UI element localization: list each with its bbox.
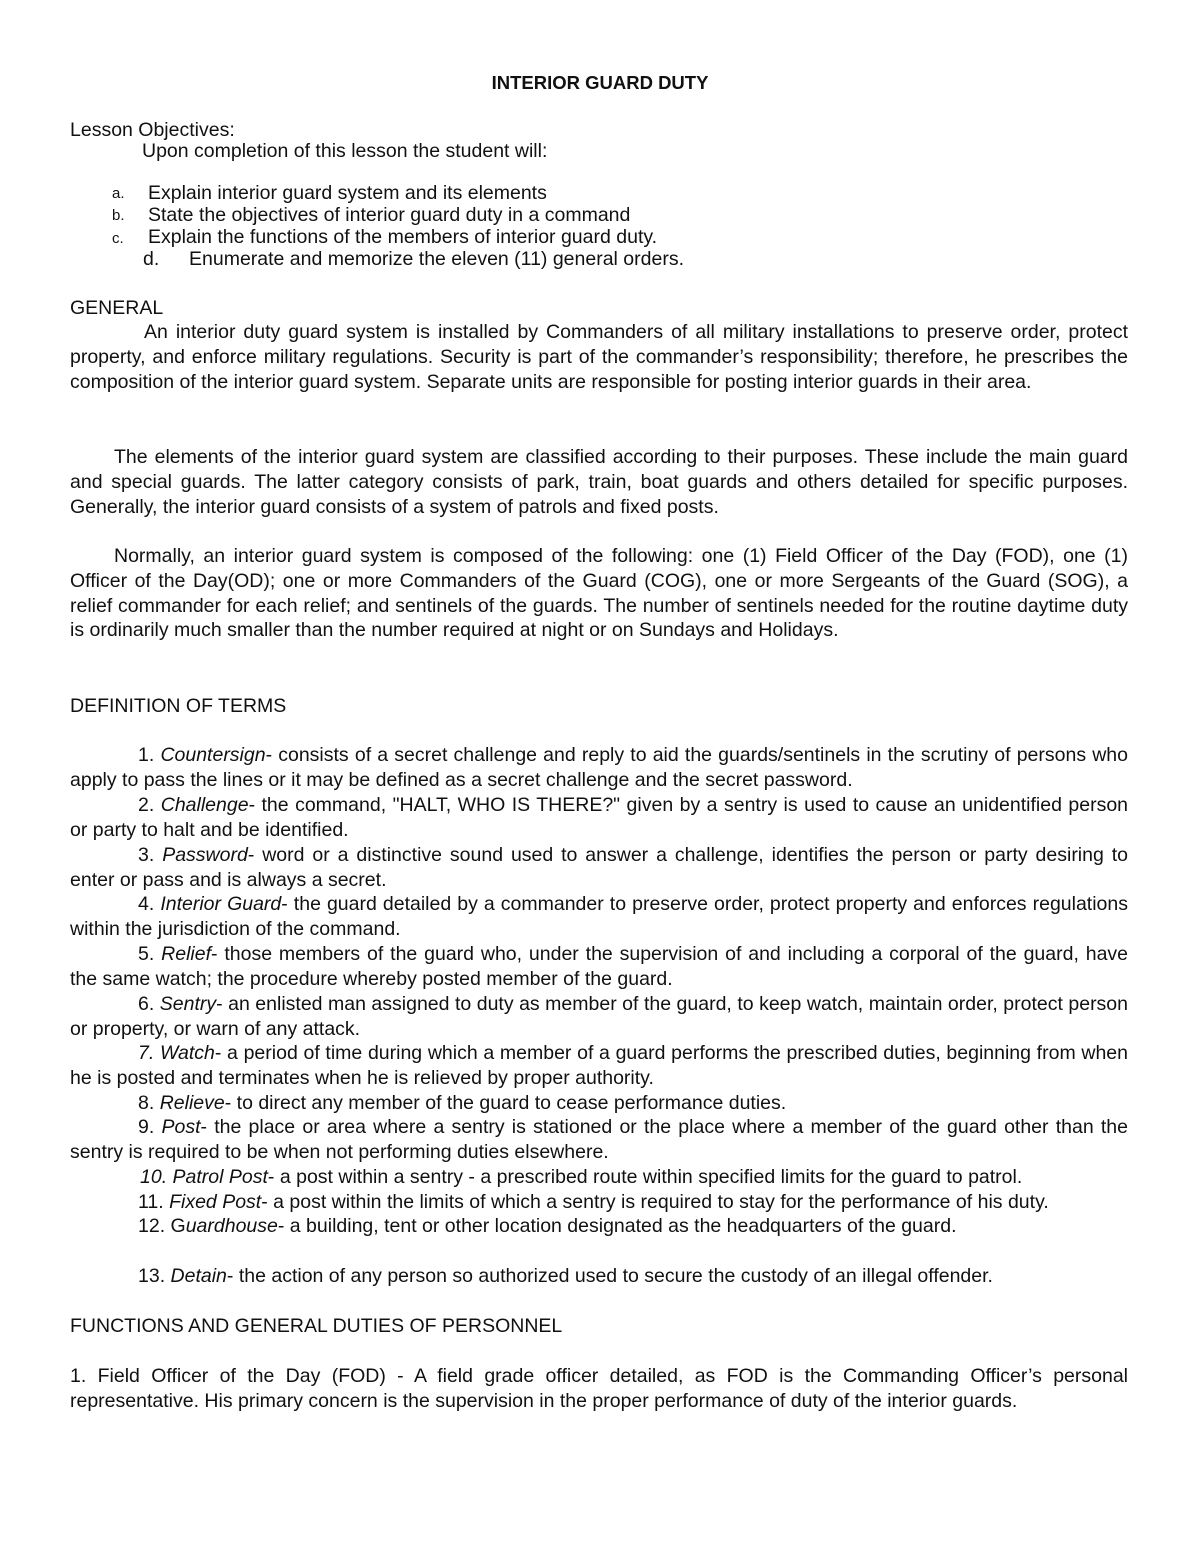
definition-text: - to direct any member of the guard to cease performance duties. <box>224 1092 787 1114</box>
definition-term: Challenge <box>160 794 249 816</box>
definition-term: Patrol Post <box>172 1166 268 1188</box>
definition-number: 10. <box>140 1166 168 1188</box>
definition-item <box>70 1115 1128 1165</box>
definition-item <box>70 1091 1128 1116</box>
definition-term: Countersign <box>160 744 266 766</box>
definition-term: Watch <box>159 1042 215 1064</box>
definition-term: uardhouse <box>185 1215 278 1237</box>
definition-text: - those members of the guard who, under the supervision of and including a corporal of the guard, have the same watch; the procedure whereby posted member of the guard. <box>70 943 1129 990</box>
objective-letter: c. <box>112 230 124 247</box>
objective-text: State the objectives of interior guard duty in a command <box>148 204 631 226</box>
definition-number: 8. <box>138 1092 155 1114</box>
definition-item <box>70 793 1128 843</box>
definitions-heading: DEFINITION OF TERMS <box>70 695 287 717</box>
definition-text: - a post within a sentry - a prescribed route within specified limits for the guard to patrol. <box>267 1166 1023 1188</box>
definition-text: - a period of time during which a member of a guard performs the prescribed duties, beginning from when he is posted and terminates when he is relieved by proper authority. <box>70 1042 1128 1089</box>
objective-letter: b. <box>112 207 125 224</box>
objective-text: Enumerate and memorize the eleven (11) general orders. <box>189 248 684 270</box>
general-paragraph: Normally, an interior guard system is composed of the following: one (1) Field Officer of the Day (FOD), one (1) Officer of the Day(OD); one or more Commanders of the Guard (COG), one or more Sergeants of the Guard (SOG), a relief commander for each relief; and sentinels of the guards. The number of sentinels needed for the routine daytime duty is ordinarily much smaller than the number required at night or on Sundays and Holidays. <box>70 545 1128 642</box>
definition-text: - a post within the limits of which a sentry is required to stay for the performance of his duty. <box>261 1191 1049 1213</box>
general-paragraph: An interior duty guard system is installed by Commanders of all military installations to preserve order, protect property, and enforce military regulations. Security is part of the commander’s responsibility; therefore, he prescribes the composition of the interior guard system. Separate units are responsible for posting interior guards in their area. <box>70 321 1128 393</box>
definition-number: 6. <box>138 993 155 1015</box>
definition-item <box>70 1165 1128 1190</box>
definition-number: 3. <box>138 844 155 866</box>
definition-term: Relief <box>161 943 211 965</box>
definition-term: Detain <box>170 1265 227 1287</box>
definition-term: Sentry <box>159 993 217 1015</box>
definition-item <box>70 843 1128 893</box>
definition-item <box>70 743 1128 793</box>
definition-text: - the command, "HALT, WHO IS THERE?" given by a sentry is used to cause an unidentified person or party to halt and be identified. <box>70 794 1129 841</box>
definition-number: 13. <box>138 1265 166 1287</box>
definition-text: - a building, tent or other location designated as the headquarters of the guard. <box>277 1215 957 1237</box>
definition-item <box>70 1190 1128 1215</box>
general-heading: GENERAL <box>70 297 164 319</box>
general-paragraph: The elements of the interior guard system are classified according to their purposes. These include the main guard and special guards. The latter category consists of park, train, boat guards and others detailed for specific purposes. Generally, the interior guard consists of a system of patrols and fixed posts. <box>70 446 1128 518</box>
definition-item <box>70 992 1128 1042</box>
definition-term: Password <box>162 844 248 866</box>
definition-text: - the action of any person so authorized used to secure the custody of an illegal offender. <box>226 1265 993 1287</box>
objectives-intro: Upon completion of this lesson the student will: <box>142 140 548 162</box>
definition-text: - consists of a secret challenge and reply to aid the guards/sentinels in the scrutiny of persons who apply to pass the lines or it may be defined as a secret challenge and the secret password. <box>70 744 1128 791</box>
objective-letter: a. <box>112 185 125 202</box>
definition-item <box>70 1041 1128 1091</box>
objective-text: Explain the functions of the members of interior guard duty. <box>148 226 658 248</box>
definition-number: 5. <box>138 943 155 965</box>
objectives-heading: Lesson Objectives: <box>70 119 235 141</box>
definition-item <box>70 1214 1128 1239</box>
definition-text: - the place or area where a sentry is stationed or the place where a member of the guard other than the sentry is required to be when not performing duties elsewhere. <box>70 1116 1128 1163</box>
definition-term: Relieve <box>159 1092 225 1114</box>
definition-text: - the guard detailed by a commander to preserve order, protect property and enforces regulations within the jurisdiction of the command. <box>70 893 1129 940</box>
document-title: INTERIOR GUARD DUTY <box>491 72 709 93</box>
definition-item <box>70 892 1128 942</box>
definition-term: Post <box>161 1116 201 1138</box>
definition-number: 11. <box>138 1191 164 1213</box>
definition-number: 9. <box>138 1116 155 1138</box>
definition-item <box>70 942 1128 992</box>
definition-number: 2. <box>138 794 155 816</box>
definition-term: Interior Guard <box>160 893 282 915</box>
definition-term: Fixed Post <box>169 1191 262 1213</box>
functions-heading: FUNCTIONS AND GENERAL DUTIES OF PERSONNEL <box>70 1315 563 1337</box>
definition-number: 12. G <box>138 1215 186 1237</box>
definition-item <box>70 1264 1128 1289</box>
definition-text: - word or a distinctive sound used to answer a challenge, identifies the person or party desiring to enter or pass and is always a secret. <box>70 844 1129 891</box>
objective-letter: d. <box>143 248 160 270</box>
definition-text: - an enlisted man assigned to duty as member of the guard, to keep watch, maintain order, protect person or property, or warn of any attack. <box>70 993 1128 1040</box>
function-item: 1. Field Officer of the Day (FOD) - A field grade officer detailed, as FOD is the Commanding Officer’s personal representative. His primary concern is the supervision in the proper performance of duty of the interior guards. <box>70 1365 1128 1412</box>
definition-number: 4. <box>138 893 155 915</box>
definition-number: 1. <box>138 744 155 766</box>
definition-number: 7. <box>138 1042 155 1064</box>
objective-text: Explain interior guard system and its elements <box>148 182 547 204</box>
